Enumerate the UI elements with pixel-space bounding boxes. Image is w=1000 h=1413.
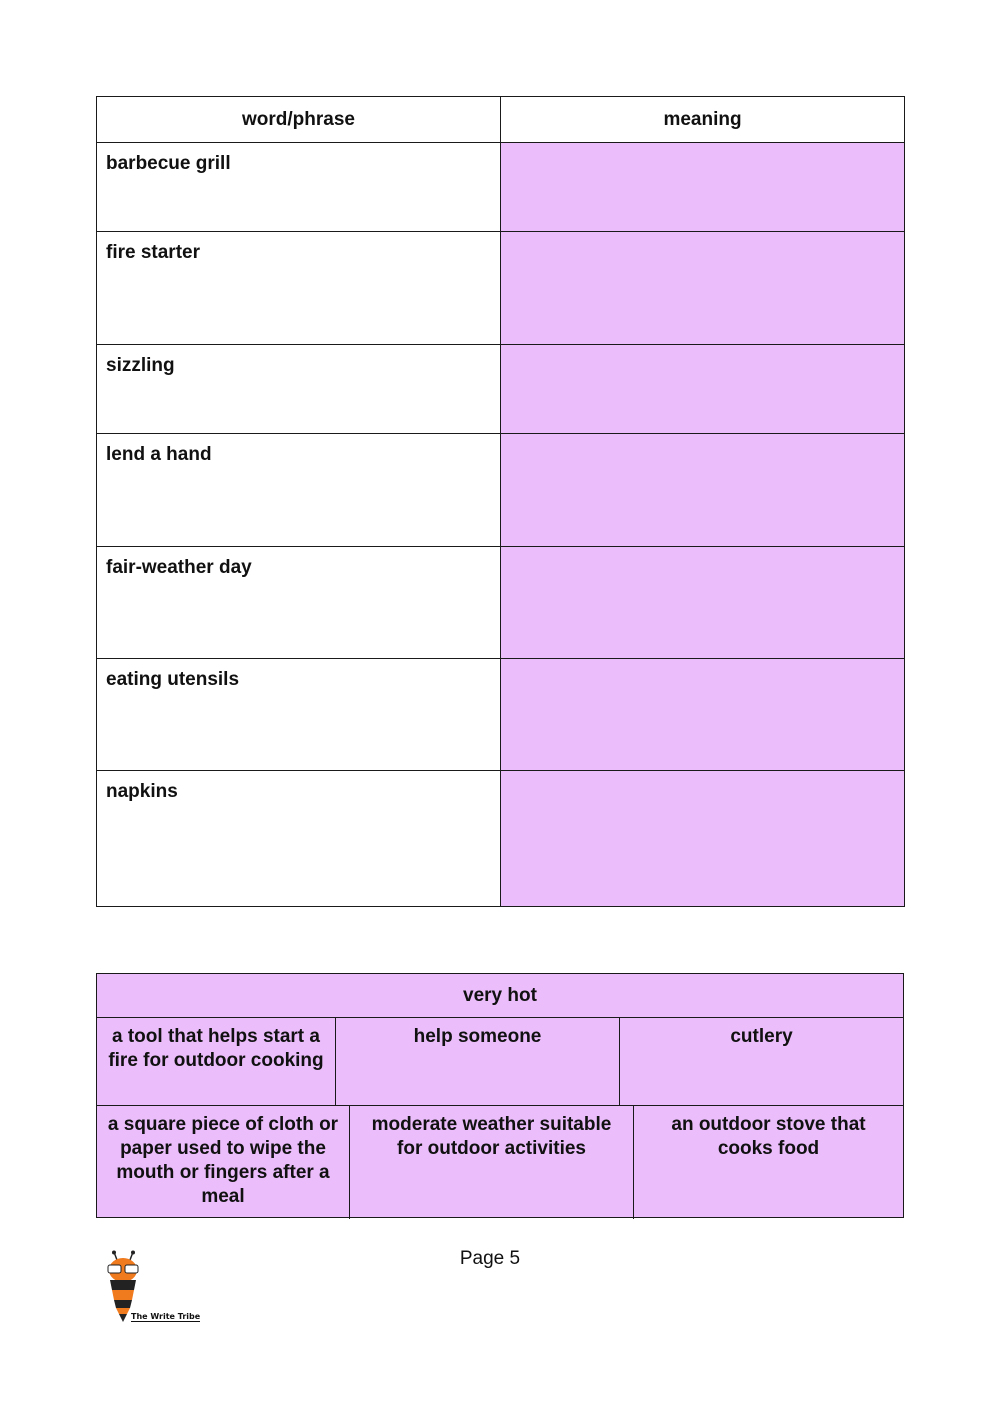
header-word: word/phrase bbox=[97, 97, 501, 143]
table-row bbox=[97, 547, 905, 659]
word-bank-row bbox=[97, 1105, 903, 1219]
table-row bbox=[97, 143, 905, 232]
meaning-drop-zone[interactable] bbox=[501, 232, 905, 345]
answer-tile[interactable]: help someone bbox=[335, 1018, 619, 1106]
answer-tile[interactable]: cutlery bbox=[619, 1018, 903, 1106]
table-header-row bbox=[97, 97, 905, 143]
word-bank bbox=[96, 973, 904, 1218]
header-meaning: meaning bbox=[501, 97, 905, 143]
answer-tile[interactable]: moderate weather suitable for outdoor activities bbox=[349, 1106, 633, 1219]
vocabulary-table bbox=[96, 96, 905, 907]
table-row bbox=[97, 659, 905, 771]
word-cell: fire starter bbox=[97, 232, 501, 345]
page-number: Page 5 bbox=[459, 1248, 521, 1269]
word-bank-row bbox=[97, 1017, 903, 1106]
meaning-drop-zone[interactable] bbox=[501, 659, 905, 771]
meaning-drop-zone[interactable] bbox=[501, 345, 905, 434]
answer-tile[interactable]: a square piece of cloth or paper used to wipe the mouth or fingers after a meal bbox=[107, 1114, 339, 1207]
meaning-drop-zone[interactable] bbox=[501, 434, 905, 547]
word-cell: lend a hand bbox=[97, 434, 501, 547]
word-cell: barbecue grill bbox=[97, 143, 501, 232]
table-row bbox=[97, 232, 905, 345]
word-cell: sizzling bbox=[97, 345, 501, 434]
word-bank-row bbox=[97, 974, 903, 1017]
answer-tile[interactable]: very hot bbox=[463, 985, 537, 1006]
table-row bbox=[97, 771, 905, 907]
answer-tile[interactable]: a tool that helps start a fire for outdoor cooking bbox=[108, 1026, 324, 1071]
meaning-drop-zone[interactable] bbox=[501, 771, 905, 907]
word-cell: napkins bbox=[97, 771, 501, 907]
word-cell: fair-weather day bbox=[97, 547, 501, 659]
meaning-drop-zone[interactable] bbox=[501, 143, 905, 232]
table-row bbox=[97, 345, 905, 434]
logo-text: The Write Tribe bbox=[131, 1312, 201, 1321]
word-cell: eating utensils bbox=[97, 659, 501, 771]
table-row bbox=[97, 434, 905, 547]
answer-tile[interactable]: an outdoor stove that cooks food bbox=[633, 1106, 903, 1219]
meaning-drop-zone[interactable] bbox=[501, 547, 905, 659]
